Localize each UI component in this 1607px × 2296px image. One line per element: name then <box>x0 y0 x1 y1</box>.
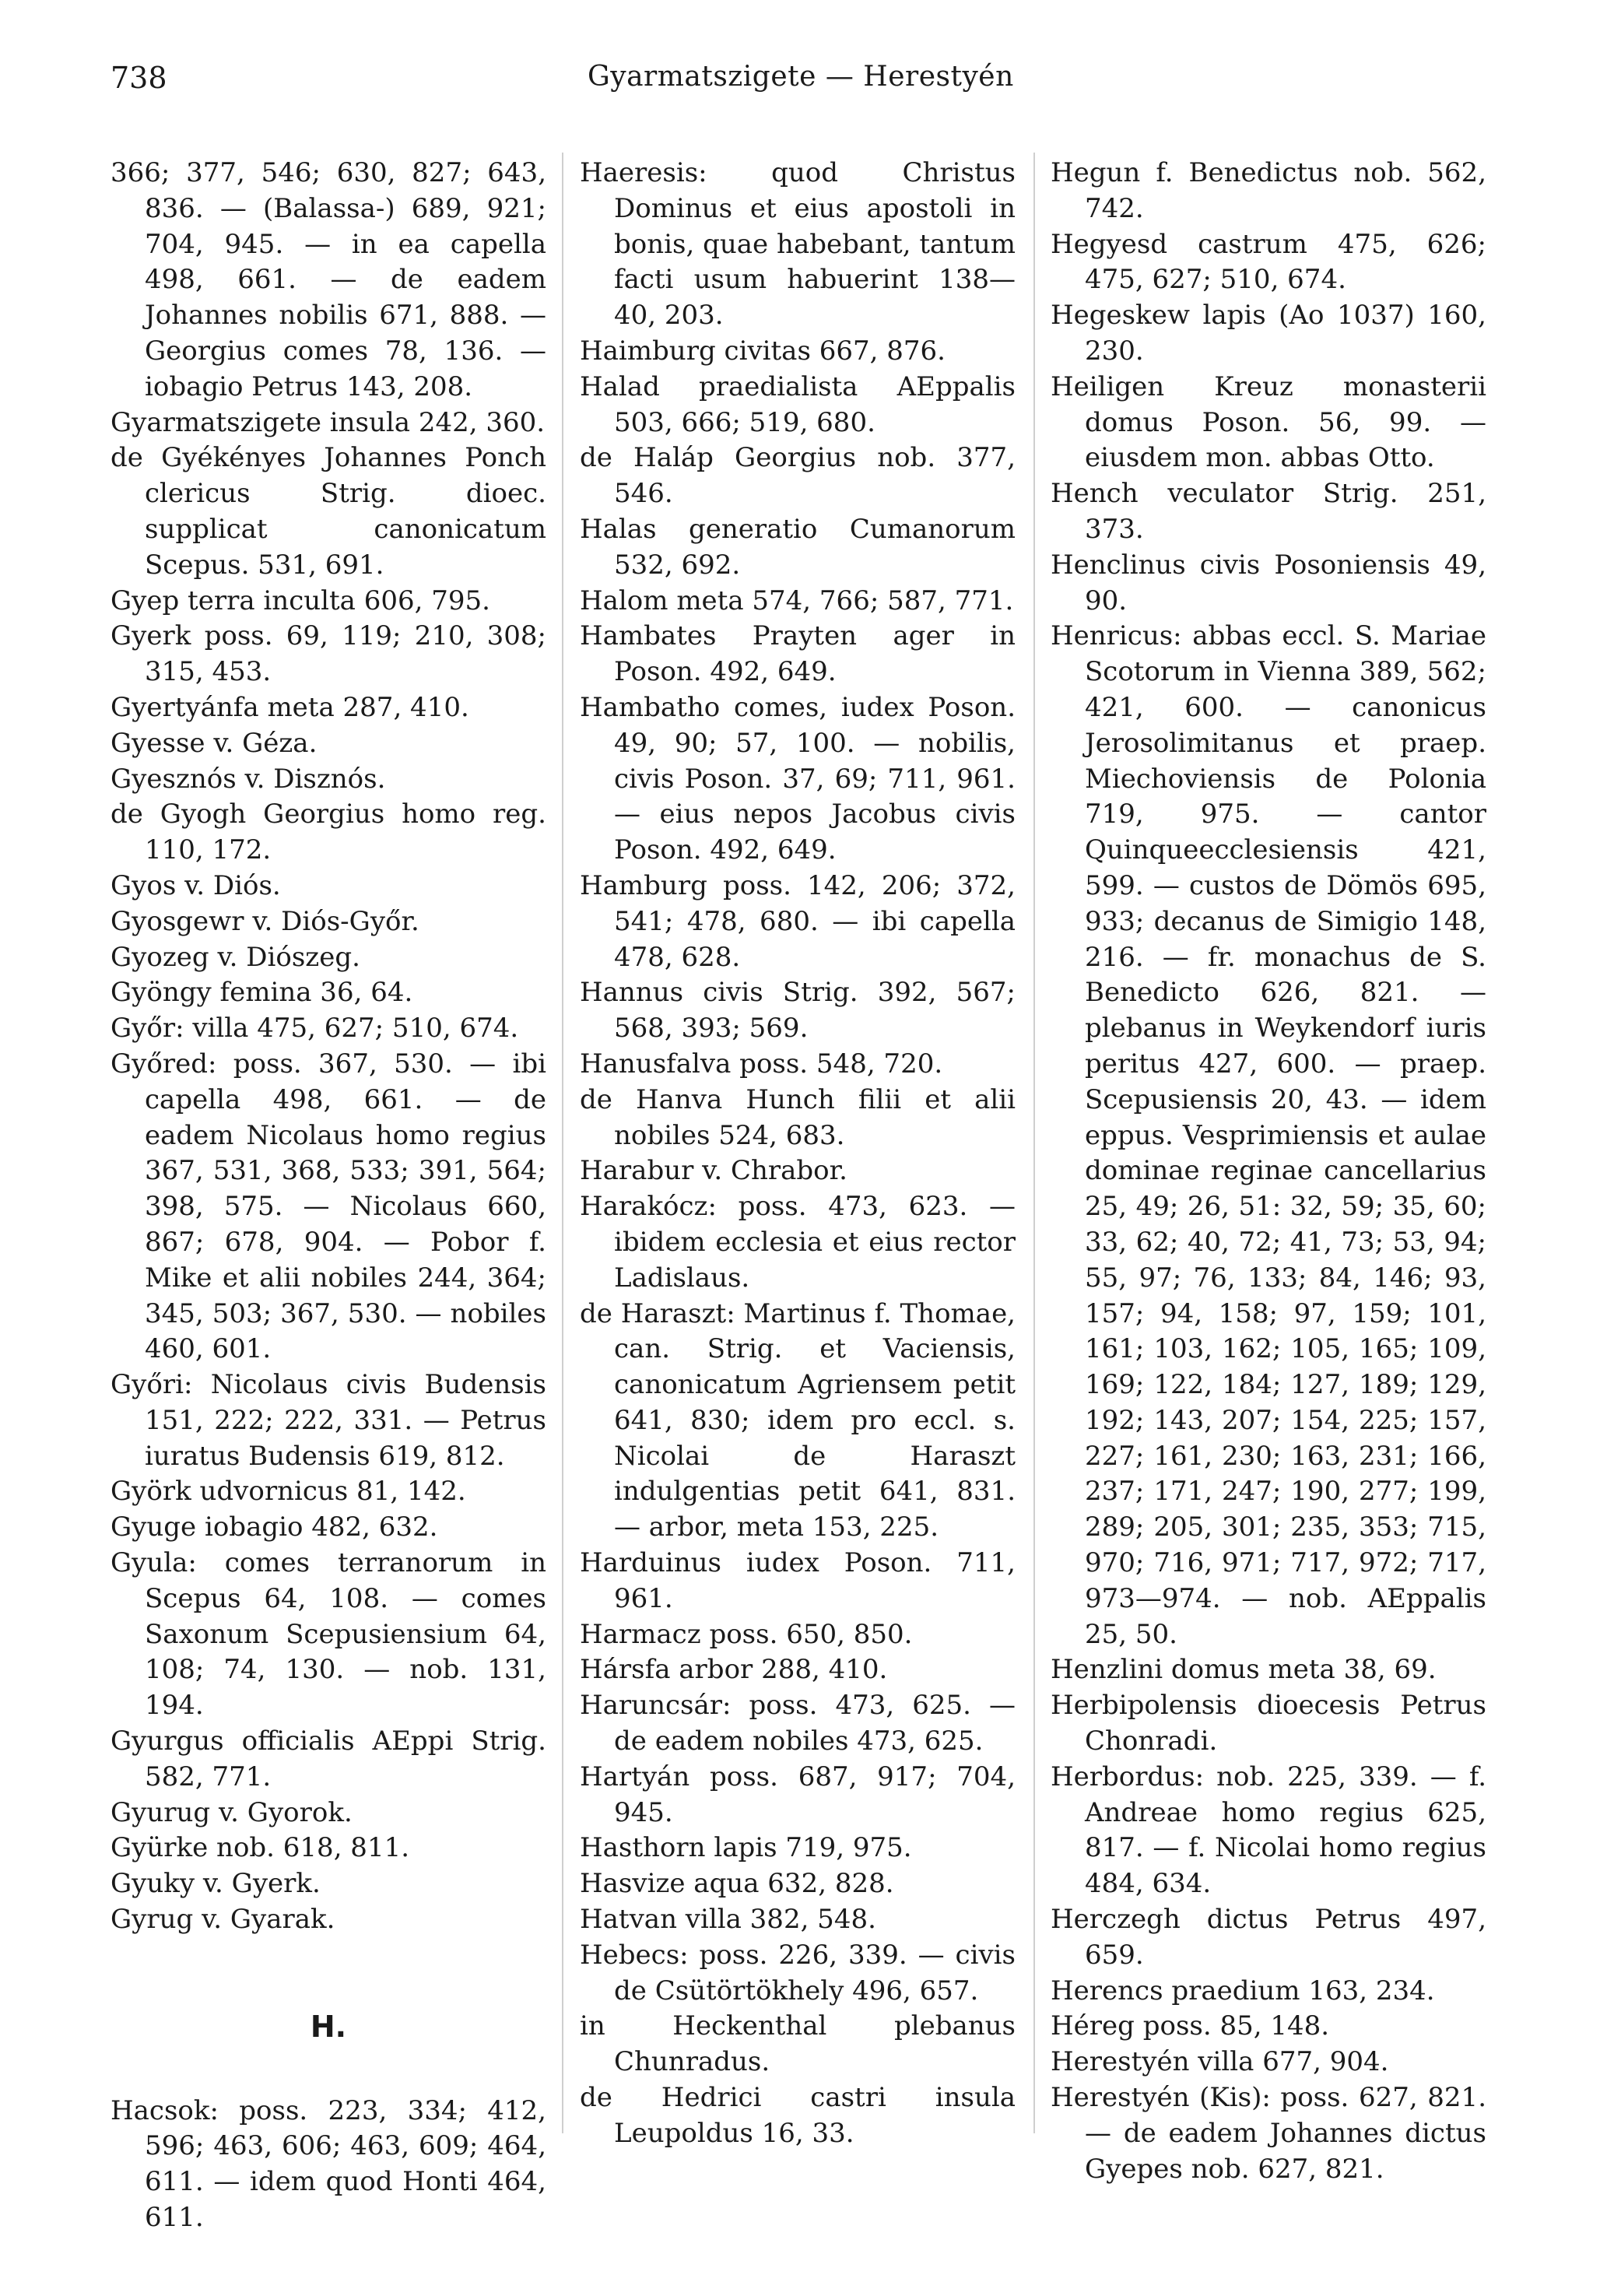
index-entry: Hegeskew lapis (Ao 1037) 160, 230. <box>1051 300 1486 367</box>
running-head: Gyarmatszigete — Herestyén <box>588 61 1014 93</box>
index-entry: Gyep terra inculta 606, 795. <box>111 585 490 616</box>
index-entry: Herbordus: nob. 225, 339. — f. Andreae homo regius 625, 817. — f. Nicolai homo regius 484, 634. <box>1051 1761 1486 1900</box>
index-entry: Halad praedialista AEppalis 503, 666; 519, 680. <box>580 370 1016 438</box>
index-entry: Gyöngy femina 36, 64. <box>111 977 413 1009</box>
index-entry: Győred: poss. 367, 530. — ibi capella 498, 661. — de eadem Nicolaus homo regius 367, 531, 368, 533; 391, 564; 398, 575. — Nicolaus 660, 867; 678, 904. — Pobor f. Mike et alii nobiles 244, 364; 345, 503; 367, 530. — nobiles 460, 601. <box>111 1048 546 1365</box>
index-entry: de Hanva Hunch filii et alii nobiles 524, 683. <box>580 1083 1016 1151</box>
index-entry: Hanusfalva poss. 548, 720. <box>580 1048 943 1080</box>
index-entry: Herestyén villa 677, 904. <box>1051 2046 1389 2078</box>
index-entry: Hacsok: poss. 223, 334; 412, 596; 463, 606; 463, 609; 464, 611. — idem quod Honti 464, 611. <box>111 2094 546 2234</box>
page-number: 738 <box>111 61 167 95</box>
index-entry: de Gyogh Georgius homo reg. 110, 172. <box>111 799 546 866</box>
index-entry: Heiligen Kreuz monasterii domus Poson. 56, 99. — eiusdem mon. abbas Otto. <box>1051 370 1486 474</box>
index-entry: Gyertyánfa meta 287, 410. <box>111 691 469 723</box>
index-entry: Hegyesd castrum 475, 626; 475, 627; 510, 674. <box>1051 228 1486 296</box>
index-entry: 366; 377, 546; 630, 827; 643, 836. — (Balassa-) 689, 921; 704, 945. — in ea capella 498, 661. — de eadem Johannes nobilis 671, 888. — Georgius comes 78, 136. — iobagio Petrus 143, 208. <box>111 157 546 402</box>
index-entry: Gyozeg v. Diószeg. <box>111 941 360 973</box>
index-entry: Gyos v. Diós. <box>111 869 281 901</box>
index-entry: de Haraszt: Martinus f. Thomae, can. Strig. et Vaciensis, canonicatum Agriensem petit 641, 830; idem pro eccl. s. Nicolai de Haraszt indulgentias petit 641, 831. — arbor, meta 153, 225. <box>580 1297 1016 1543</box>
index-entry: Herczegh dictus Petrus 497, 659. <box>1051 1904 1486 1971</box>
index-entry: Henricus: abbas eccl. S. Mariae Scotorum in Vienna 389, 562; 421, 600. — canonicus Jerosolimitanus et praep. Miechoviensis de Polonia 719, 975. — cantor Quinqueecclesiensis 421, 599. — custos de Dömös 695, 933; decanus de Simigio 148, 216. — fr. monachus de S. Benedicto 626, 821. — plebanus in Weykendorf iuris peritus 427, 600. — praep. Scepusiensis 20, 43. — idem eppus. Vesprimiensis et aulae dominae reginae cancellarius 25, 49; 26, 51: 32, 59; 35, 60; 33, 62; 40, 72; 41, 73; 53, 94; 55, 97; 76, 133; 84, 146; 93, 157; 94, 158; 97, 159; 101, 161; 103, 162; 105, 165; 109, 169; 122, 184; 127, 189; 129, 192; 143, 207; 154, 225; 157, 227; 161, 230; 163, 231; 166, 237; 171, 247; 190, 277; 199, 289; 205, 301; 235, 353; 715, 970; 716, 971; 717, 972; 717, 973—974. — nob. AEppalis 25, 50. <box>1051 620 1486 1650</box>
index-entry: Halas generatio Cumanorum 532, 692. <box>580 513 1016 581</box>
index-entry: Gyesse v. Géza. <box>111 727 318 759</box>
index-entry: de Gyékényes Johannes Ponch clericus Strig. dioec. supplicat canonicatum Scepus. 531, 691. <box>111 442 546 581</box>
index-entry: Hambates Prayten ager in Poson. 492, 649. <box>580 620 1016 688</box>
index-entry: Herbipolensis dioecesis Petrus Chonradi. <box>1051 1690 1486 1757</box>
section-letter-heading: H. <box>310 2009 347 2044</box>
index-entry: Haruncsár: poss. 473, 625. — de eadem nobiles 473, 625. <box>580 1690 1016 1757</box>
index-entry: Hannus civis Strig. 392, 567; 568, 393; 569. <box>580 977 1016 1044</box>
index-entry: Haimburg civitas 667, 876. <box>580 335 946 367</box>
index-entry: Györk udvornicus 81, 142. <box>111 1476 466 1508</box>
column-divider <box>562 153 563 2133</box>
index-column-1 <box>111 156 546 2236</box>
index-entry: Gyurug v. Gyorok. <box>111 1796 353 1828</box>
index-entry: Gyuge iobagio 482, 632. <box>111 1511 438 1543</box>
index-entry: Gyurgus officialis AEppi Strig. 582, 771. <box>111 1726 546 1792</box>
index-entry: Gyuky v. Gyerk. <box>111 1868 321 1900</box>
index-entry: de Haláp Georgius nob. 377, 546. <box>580 442 1016 510</box>
index-entry: Hatvan villa 382, 548. <box>580 1904 876 1936</box>
index-entry: Gyrug v. Gyarak. <box>111 1904 335 1936</box>
index-entry: Gyula: comes terranorum in Scepus 64, 108. — comes Saxonum Scepusiensium 64, 108; 74, 130. — nob. 131, 194. <box>111 1547 546 1722</box>
index-entry: Gyürke nob. 618, 811. <box>111 1832 410 1864</box>
index-entry: Haeresis: quod Christus Dominus et eius apostoli in bonis, quae habebant, tantum facti usum habuerint 138—40, 203. <box>580 157 1016 332</box>
index-entry: Hegun f. Benedictus nob. 562, 742. <box>1051 157 1486 224</box>
index-entry: in Heckenthal plebanus Chunradus. <box>580 2010 1016 2078</box>
index-entry: Hambatho comes, iudex Poson. 49, 90; 57, 100. — nobilis, civis Poson. 37, 69; 711, 961. — eius nepos Jacobus civis Poson. 492, 649. <box>580 691 1016 866</box>
index-entry: Hársfa arbor 288, 410. <box>580 1654 888 1686</box>
index-entry: Henclinus civis Posoniensis 49, 90. <box>1051 549 1486 616</box>
index-entry: Halom meta 574, 766; 587, 771. <box>580 585 1014 616</box>
index-entry: Gyesznós v. Disznós. <box>111 763 386 795</box>
index-entry: Hasvize aqua 632, 828. <box>580 1868 894 1900</box>
index-entry: Hartyán poss. 687, 917; 704, 945. <box>580 1761 1016 1828</box>
index-entry: Harduinus iudex Poson. 711, 961. <box>580 1547 1016 1614</box>
index-entry: Győri: Nicolaus civis Budensis 151, 222; 222, 331. — Petrus iuratus Budensis 619, 812. <box>111 1369 546 1472</box>
index-entry: Harabur v. Chrabor. <box>580 1155 847 1187</box>
index-entry: Herestyén (Kis): poss. 627, 821. — de eadem Johannes dictus Gyepes nob. 627, 821. <box>1051 2082 1486 2185</box>
index-entry: Héreg poss. 85, 148. <box>1051 2010 1330 2042</box>
index-entry: Hebecs: poss. 226, 339. — civis de Csütörtökhely 496, 657. <box>580 1939 1016 2006</box>
index-entry: Hench veculator Strig. 251, 373. <box>1051 478 1486 545</box>
column-divider <box>1033 153 1035 2133</box>
index-entry: de Hedrici castri insula Leupoldus 16, 33. <box>580 2082 1016 2149</box>
index-entry: Győr: villa 475, 627; 510, 674. <box>111 1013 519 1044</box>
index-entry: Hasthorn lapis 719, 975. <box>580 1832 912 1864</box>
index-entry: Henzlini domus meta 38, 69. <box>1051 1654 1437 1686</box>
index-column-2 <box>580 156 1016 2152</box>
index-entry: Harmacz poss. 650, 850. <box>580 1618 913 1650</box>
index-entry: Gyerk poss. 69, 119; 210, 308; 315, 453. <box>111 620 546 688</box>
index-entry: Harakócz: poss. 473, 623. — ibidem ecclesia et eius rector Ladislaus. <box>580 1191 1016 1294</box>
index-entry: Herencs praedium 163, 234. <box>1051 1975 1435 2006</box>
page-header <box>0 61 1607 107</box>
index-entry: Gyosgewr v. Diós-Győr. <box>111 905 419 937</box>
index-entry: Hamburg poss. 142, 206; 372, 541; 478, 680. — ibi capella 478, 628. <box>580 869 1016 973</box>
index-column-3 <box>1051 156 1486 2187</box>
index-entry: Gyarmatszigete insula 242, 360. <box>111 406 546 438</box>
